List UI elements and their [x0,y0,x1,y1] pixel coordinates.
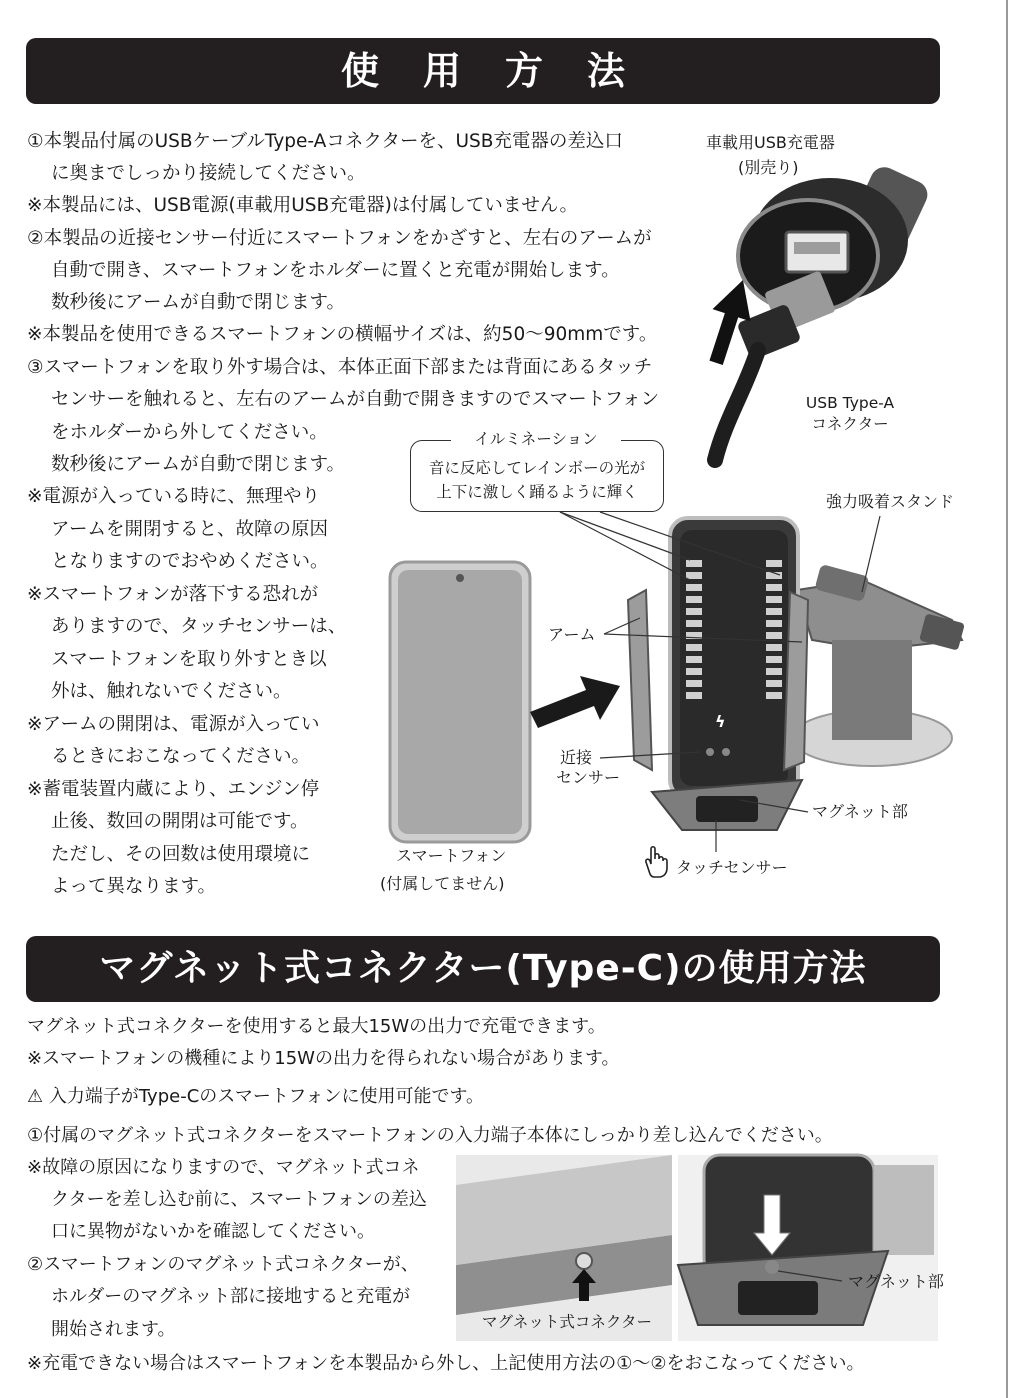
instruction-line: よって異なります。 [51,876,217,897]
wireless-charging-icon: ϟ [715,712,726,731]
instruction-line: ありますので、タッチセンサーは、 [51,616,347,637]
instruction-line: 口に異物がないかを確認してください。 [51,1221,375,1242]
instruction-line: 自動で開き、スマートフォンをホルダーに置くと充電が開始します。 [51,260,620,281]
instruction-line: をホルダーから外してください。 [51,422,328,443]
instruction-line: ①付属のマグネット式コネクターをスマートフォンの入力端子本体にしっかり差し込んでください。 [27,1125,833,1146]
section-title-magnetic: マグネット式コネクター(Type-C)の使用方法 [26,936,940,1002]
instruction-line: となりますのでおやめください。 [51,551,329,572]
instruction-line: ※スマートフォンの機種により15Wの出力を得られない場合があります。 [27,1048,620,1069]
charger-note: (別売り) [738,158,799,177]
holder-magnet-label: マグネット部 [848,1272,944,1291]
instruction-line: クターを差し込む前に、スマートフォンの差込 [51,1189,427,1210]
instruction-line: ③スマートフォンを取り外す場合は、本体正面下部または背面にあるタッチ [27,357,653,378]
proximity-sensor-label: 近接 [560,748,593,767]
instruction-line: 外は、触れないでください。 [51,681,292,702]
usb-type-a-label: USB Type-A [805,394,895,412]
connector-label: マグネット式コネクター [482,1313,653,1331]
instruction-line: ただし、その回数は使用環境に [51,844,311,865]
illumination-text: 音に反応してレインボーの光が [428,459,646,477]
section-title-usage: 使用方法 [26,38,940,104]
charger-label: 車載用USB充電器 [706,133,835,152]
instruction-line: るときにおこなってください。 [51,746,311,767]
usb-type-a-label-2: コネクター [811,415,889,433]
instruction-line: ⚠ 入力端子がType-Cのスマートフォンに使用可能です。 [27,1086,485,1107]
holder-magnet-photo [678,1155,938,1341]
instruction-line: ②スマートフォンのマグネット式コネクターが、 [27,1254,419,1275]
instruction-line: ※充電できない場合はスマートフォンを本製品から外し、上記使用方法の①〜②をおこなってください。 [27,1353,865,1374]
instruction-line: ※電源が入っている時に、無理やり [27,486,321,507]
illumination-title: イルミネーション [451,428,621,450]
instruction-line: ※本製品を使用できるスマートフォンの横幅サイズは、約50〜90mmです。 [27,324,658,345]
instruction-line: センサーを触れると、左右のアームが自動で開きますのでスマートフォン [51,389,660,410]
instruction-line: 止後、数回の開閉は可能です。 [51,811,309,832]
arm-label: アーム [548,625,596,644]
instruction-line: 数秒後にアームが自動で閉じます。 [51,454,345,475]
instruction-line: に奥までしっかり接続してください。 [51,163,366,184]
instruction-line: マグネット式コネクターを使用すると最大15Wの出力で充電できます。 [27,1016,606,1037]
instruction-line: 数秒後にアームが自動で閉じます。 [51,292,345,313]
instruction-line: ①本製品付属のUSBケーブルType-Aコネクターを、USB充電器の差込口 [27,131,623,152]
magnet-label: マグネット部 [812,802,908,821]
instruction-line: ※アームの開閉は、電源が入ってい [27,714,320,735]
instruction-line: ※スマートフォンが落下する恐れが [27,584,319,605]
instruction-line: 開始されます。 [51,1319,176,1340]
instruction-line: ※本製品には、USB電源(車載用USB充電器)は付属していません。 [27,195,578,216]
touch-sensor-label: タッチセンサー [676,858,788,877]
smartphone-label: スマートフォン [396,846,507,865]
proximity-sensor-label-2: センサー [556,768,621,787]
illumination-text: 上下に激しく踊るように輝く [436,483,638,501]
touch-hand-icon [642,844,672,880]
instruction-line: ホルダーのマグネット部に接地すると充電が [51,1286,411,1307]
instruction-line: スマートフォンを取り外すとき以 [51,649,327,670]
instruction-line: アームを開閉すると、故障の原因 [51,519,328,540]
instruction-line: ※蓄電装置内蔵により、エンジン停 [27,779,320,800]
instruction-line: ※故障の原因になりますので、マグネット式コネ [27,1157,420,1178]
smartphone-label-2: (付属してません) [380,874,505,893]
stand-label: 強力吸着スタンド [826,492,955,511]
instruction-line: ②本製品の近接センサー付近にスマートフォンをかざすと、左右のアームが [27,228,652,249]
